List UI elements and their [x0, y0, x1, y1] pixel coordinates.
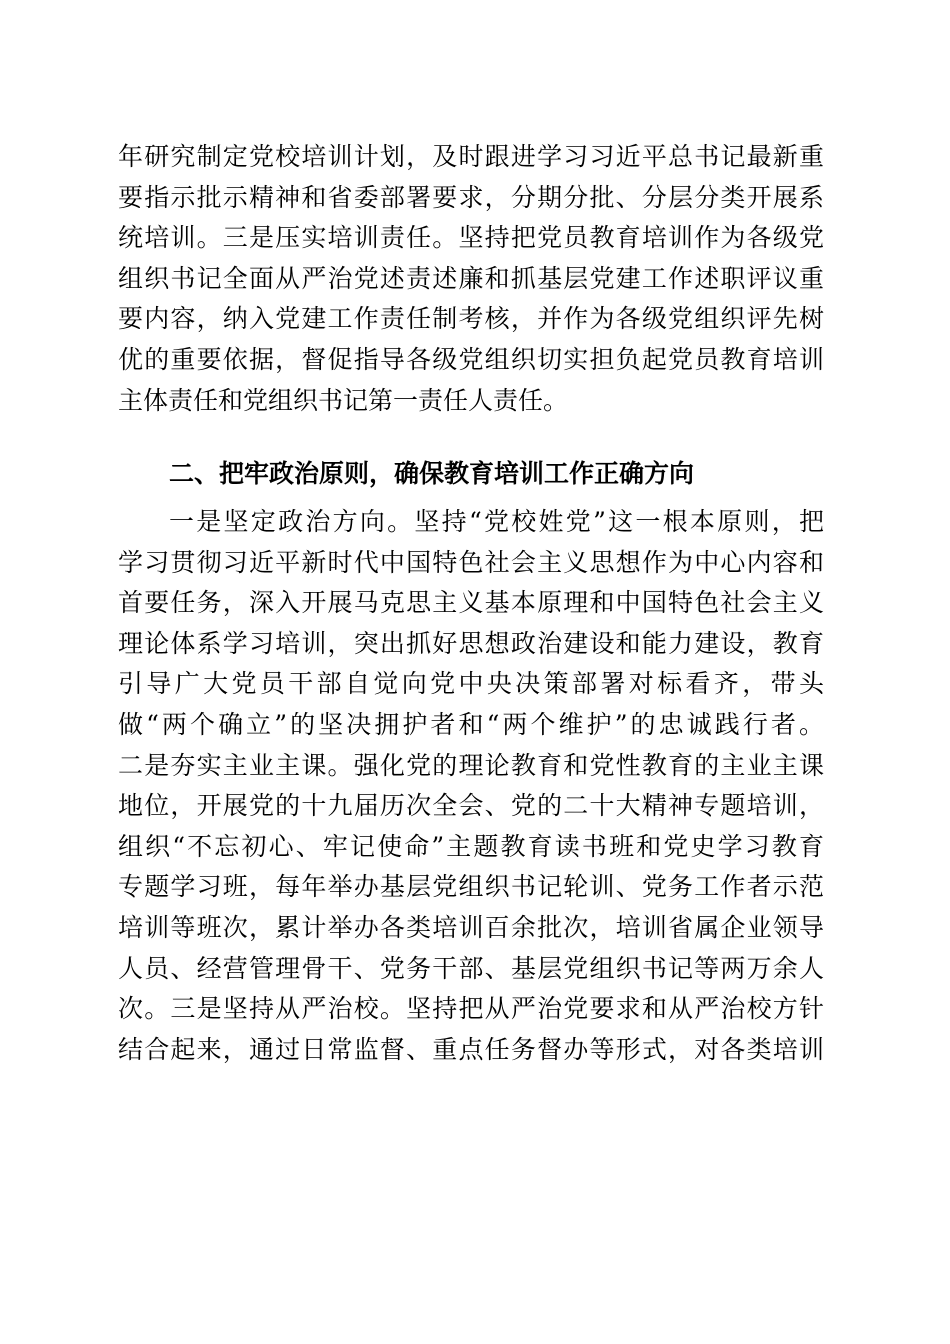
text-line: 培训等班次，累计举办各类培训百余批次，培训省属企业领导 [118, 912, 824, 942]
text-line: 主体责任和党组织书记第一责任人责任。 [118, 385, 569, 415]
paragraph-body [118, 502, 824, 1070]
text-line: 地位，开展党的十九届历次全会、党的二十大精神专题培训， [118, 791, 824, 821]
text-line: 一是坚定政治方向。坚持“党校姓党”这一根本原则，把 [169, 507, 824, 536]
text-line: 人员、经营管理骨干、党务干部、基层党组织书记等两万余人 [118, 953, 824, 983]
text-line: 引导广大党员干部自觉向党中央决策部署对标看齐，带头 [118, 669, 824, 699]
text-line: 首要任务，深入开展马克思主义基本原理和中国特色社会主义 [118, 588, 824, 618]
text-line: 二是夯实主业主课。强化党的理论教育和党性教育的主业主课 [118, 750, 824, 780]
text-line: 组织“不忘初心、牢记使命”主题教育读书班和党史学习教育 [118, 831, 824, 861]
text-line: 做“两个确立”的坚决拥护者和“两个维护”的忠诚践行者。 [118, 709, 824, 739]
text-line: 结合起来，通过日常监督、重点任务督办等形式，对各类培训 [118, 1034, 824, 1064]
section-heading-block [118, 454, 824, 495]
text-line: 要指示批示精神和省委部署要求，分期分批、分层分类开展系 [118, 182, 824, 212]
text-line: 要内容，纳入党建工作责任制考核，并作为各级党组织评先树 [118, 304, 824, 334]
text-line: 组织书记全面从严治党述责述廉和抓基层党建工作述职评议重 [118, 263, 824, 293]
text-line: 年研究制定党校培训计划，及时跟进学习习近平总书记最新重 [118, 142, 824, 171]
text-line: 次。三是坚持从严治校。坚持把从严治党要求和从严治校方针 [118, 994, 824, 1024]
text-line: 统培训。三是压实培训责任。坚持把党员教育培训作为各级党 [118, 223, 824, 253]
text-line: 专题学习班，每年举办基层党组织书记轮训、党务工作者示范 [118, 872, 824, 902]
paragraph-continuation [118, 137, 824, 421]
text-line: 优的重要依据，督促指导各级党组织切实担负起党员教育培训 [118, 344, 824, 374]
text-line: 理论体系学习培训，突出抓好思想政治建设和能力建设，教育 [118, 628, 824, 658]
text-line: 学习贯彻习近平新时代中国特色社会主义思想作为中心内容和 [118, 547, 824, 577]
section-heading: 二、把牢政治原则，确保教育培训工作正确方向 [169, 459, 695, 488]
